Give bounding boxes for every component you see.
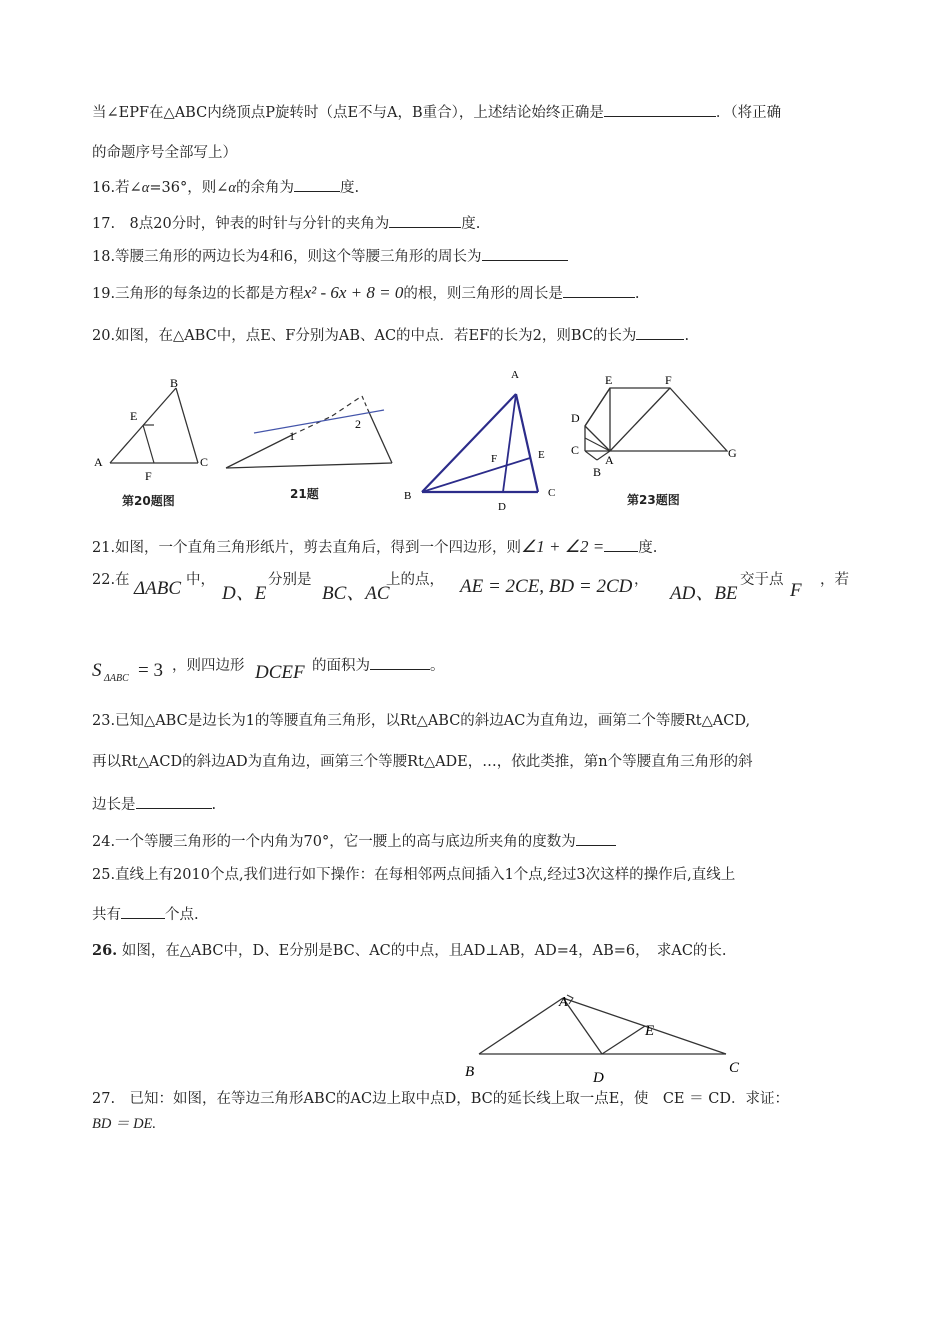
figure-20	[90, 375, 215, 515]
answer-blank	[370, 655, 430, 670]
label-E: E	[130, 409, 138, 423]
answer-blank	[604, 537, 638, 552]
label-C: C	[729, 1060, 740, 1076]
label-A: A	[559, 995, 568, 1010]
label-E: E	[605, 373, 613, 387]
label-A: A	[605, 453, 614, 467]
answer-blank	[294, 177, 340, 192]
label-A: A	[94, 455, 103, 469]
equation: x² - 6x + 8 = 0	[303, 283, 404, 302]
question-26: 26. 如图，在△ABC中，D、E分别是BC、AC的中点，且AD⊥AB，AD=4，AB=6， 求AC的长.	[92, 942, 727, 959]
label-E: E	[645, 1023, 655, 1039]
label-C: C	[548, 487, 556, 499]
label-B: B	[404, 490, 412, 502]
answer-blank	[604, 102, 716, 117]
question-18: 18.等腰三角形的两边长为4和6，则这个等腰三角形的周长为	[92, 246, 862, 267]
question-27-line-2: BD ＝ DE.	[92, 1116, 157, 1132]
question-24: 24.一个等腰三角形的一个内角为70°，它一腰上的高与底边所夹角的度数为	[92, 831, 862, 852]
answer-blank	[636, 325, 684, 340]
answer-blank	[576, 831, 616, 846]
label-2: 2	[355, 417, 361, 431]
label-D: D	[593, 1070, 604, 1086]
question-17: 17. 8点20分时，钟表的时针与分针的夹角为 度.	[92, 213, 862, 234]
equation: ∠1 + ∠2 =	[521, 537, 605, 556]
label-F: F	[491, 453, 498, 465]
answer-blank	[121, 904, 165, 919]
question-15-continuation-2: 的命题序号全部写上）	[92, 145, 237, 161]
label-B: B	[593, 465, 602, 479]
figure-23-caption: 第23题图	[627, 493, 680, 507]
question-23-line-1: 23.已知△ABC是边长为1的等腰直角三角形，以Rt△ABC的斜边AC为直角边，画第二个等腰Rt△ACD,	[92, 713, 751, 729]
answer-blank	[136, 794, 212, 809]
label-1: 1	[289, 429, 295, 443]
question-23-line-2: 再以Rt△ACD的斜边AD为直角边，画第三个等腰Rt△ADE，…，依此类推，第n个等腰直角三角形的斜	[92, 754, 753, 770]
question-23-line-3: 边长是 .	[92, 794, 862, 815]
label-A: A	[511, 369, 519, 381]
question-15-continuation: 当∠EPF在△ABC内绕顶点P旋转时（点E不与A，B重合），上述结论始终正确是 ．（将正确	[92, 102, 862, 123]
label-C: C	[571, 443, 580, 457]
figure-21	[222, 380, 397, 510]
figure-20-caption: 第20题图	[122, 494, 175, 508]
label-B: B	[170, 376, 179, 390]
question-27-line-1: 27. 已知：如图，在等边三角形ABC的AC边上取中点D，BC的延长线上取一点E，使 CE ＝ CD．求证：	[92, 1091, 789, 1107]
label-E: E	[538, 449, 545, 461]
answer-blank	[563, 283, 635, 298]
figure-26	[455, 988, 755, 1088]
question-25-line-2: 共有 个点.	[92, 904, 862, 925]
label-B: B	[465, 1064, 475, 1080]
label-F: F	[145, 469, 152, 483]
label-G: G	[728, 446, 737, 460]
question-25-line-1: 25.直线上有2010个点,我们进行如下操作：在每相邻两点间插入1个点,经过3次这样的操作后,直线上	[92, 867, 736, 883]
figure-23	[565, 368, 755, 513]
label-D: D	[571, 411, 580, 425]
answer-blank	[389, 213, 461, 228]
question-19: 19.三角形的每条边的长都是方程x² - 6x + 8 = 0的根，则三角形的周长是 .	[92, 283, 640, 302]
question-20: 20.如图，在△ABC中，点E、F分别为AB、AC的中点．若EF的长为2，则BC的长为 .	[92, 325, 862, 346]
question-21: 21.如图，一个直角三角形纸片，剪去直角后，得到一个四边形，则∠1 + ∠2 = 度.	[92, 537, 658, 556]
label-D: D	[498, 501, 506, 513]
label-C: C	[200, 455, 209, 469]
label-F: F	[665, 373, 672, 387]
figure-22	[400, 362, 565, 517]
question-16: 16.若∠α=36°，则∠α的余角为 度.	[92, 177, 862, 198]
answer-blank	[482, 246, 568, 261]
figure-21-caption: 21题	[290, 487, 319, 501]
